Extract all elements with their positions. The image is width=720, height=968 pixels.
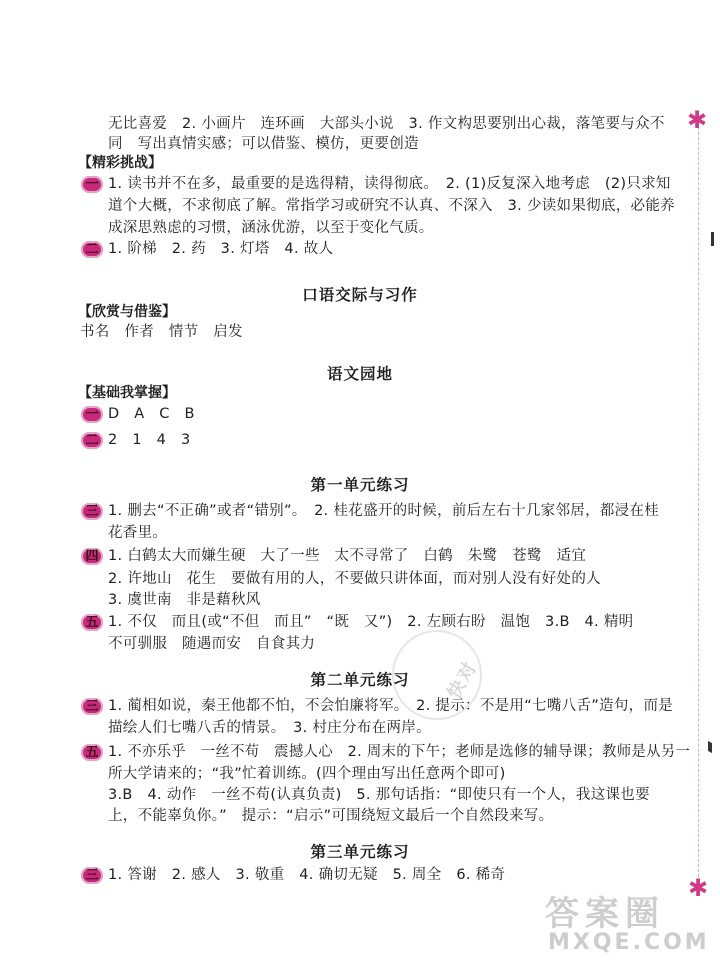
question-number-badge: 五 — [81, 614, 103, 631]
answer-line: 成深思熟虑的习惯，涵泳优游，以至于变化气质。 — [108, 220, 434, 236]
answer-line: 2 1 4 3 — [108, 432, 191, 448]
answer-line: 1. 阶梯 2. 药 3. 灯塔 4. 故人 — [108, 241, 334, 257]
margin-dashed-line — [698, 112, 699, 892]
answer-line: 书名 作者 情节 启发 — [80, 324, 243, 340]
question-number-badge: 三 — [81, 698, 103, 715]
section-heading: 第三单元练习 — [310, 843, 410, 861]
section-label: 【欣赏与借鉴】 — [78, 304, 176, 320]
answer-line: 1. 不仅 而且(或“不但 而且” “既 又”) 2. 左顾右盼 温饱 3.B 4. 精明 — [108, 614, 634, 630]
answer-line: 1. 读书并不在多，最重要的是选得精，读得彻底。 2. (1)反复深入地考虑 (2)只求知 — [108, 176, 671, 192]
answer-line: 1. 蔺相如说，秦王他都不怕，不会怕廉将军。 2. 提示：不是用“七嘴八舌”造句，而是 — [108, 698, 674, 714]
section-heading: 第一单元练习 — [310, 476, 410, 494]
answer-line: 3. 虞世南 非是藉秋风 — [108, 592, 261, 608]
question-number-badge: 三 — [81, 503, 103, 520]
watermark-site: MXQE.COM — [548, 930, 710, 955]
question-number-badge: 一 — [81, 176, 103, 193]
scan-edge-mark — [711, 232, 714, 246]
question-number-badge: 一 — [81, 406, 103, 423]
answer-line: 1. 不亦乐乎 一丝不苟 震撼人心 2. 周末的下午；老师是选修的辅导课；教师是从另一 — [108, 744, 691, 760]
watermark-stamp-text: 快对 — [443, 657, 482, 703]
section-label: 【精彩挑战】 — [78, 155, 162, 171]
answer-line: 所大学请来的；“我”忙着训练。(四个理由写出任意两个即可) — [108, 766, 506, 782]
question-number-badge: 二 — [81, 432, 103, 449]
answer-line: 3.B 4. 动作 一丝不苟(认真负责) 5. 那句话指：“即使只有一个人，我这课也要 — [108, 787, 650, 803]
section-heading: 语文园地 — [326, 365, 393, 383]
section-heading: 第二单元练习 — [310, 671, 410, 689]
answer-line: 1. 删去“不正确”或者“错别”。 2. 桂花盛开的时候，前后左右十几家邻居，都浸在桂 — [108, 503, 660, 519]
answer-line: 上，不能辜负你。” 提示：“启示”可围绕短文最后一个自然段来写。 — [108, 808, 554, 824]
answer-line: 无比喜爱 2. 小画片 连环画 大部头小说 3. 作文构思要别出心裁，落笔要与众不 — [108, 116, 665, 132]
watermark-logo: 答案圈 — [545, 894, 665, 934]
answer-line: 2. 许地山 花生 要做有用的人，不要做只讲体面，而对别人没有好处的人 — [108, 571, 601, 587]
answer-line: 1. 白鹤太大而嫌生硬 大了一些 太不寻常了 白鹤 朱鹭 苍鹭 适宜 — [108, 548, 587, 564]
flower-star-icon: ✱ — [687, 106, 708, 134]
answer-line: 道个大概，不求彻底了解。常指学习或研究不认真、不深入 3. 少读如果彻底，必能养 — [108, 198, 675, 214]
section-heading: 口语交际与习作 — [302, 286, 418, 304]
answer-line: 描绘人们七嘴八舌的情景。 3. 村庄分布在两岸。 — [108, 720, 431, 736]
answer-line: D A C B — [108, 406, 195, 422]
answer-line: 1. 答谢 2. 感人 3. 敬重 4. 确切无疑 5. 周全 6. 稀奇 — [108, 867, 506, 883]
answer-line: 同 写出真情实感；可以借鉴、模仿，更要创造 — [108, 136, 419, 152]
scan-edge-mark — [708, 741, 712, 753]
question-number-badge: 三 — [81, 867, 103, 884]
question-number-badge: 二 — [81, 241, 103, 258]
answer-line: 不可驯服 随遇而安 自食其力 — [108, 636, 316, 652]
flower-star-icon: ✱ — [688, 874, 709, 902]
section-label: 【基础我掌握】 — [78, 385, 176, 401]
answer-line: 花香里。 — [108, 525, 168, 541]
question-number-badge: 五 — [81, 744, 103, 761]
question-number-badge: 四 — [81, 548, 103, 565]
